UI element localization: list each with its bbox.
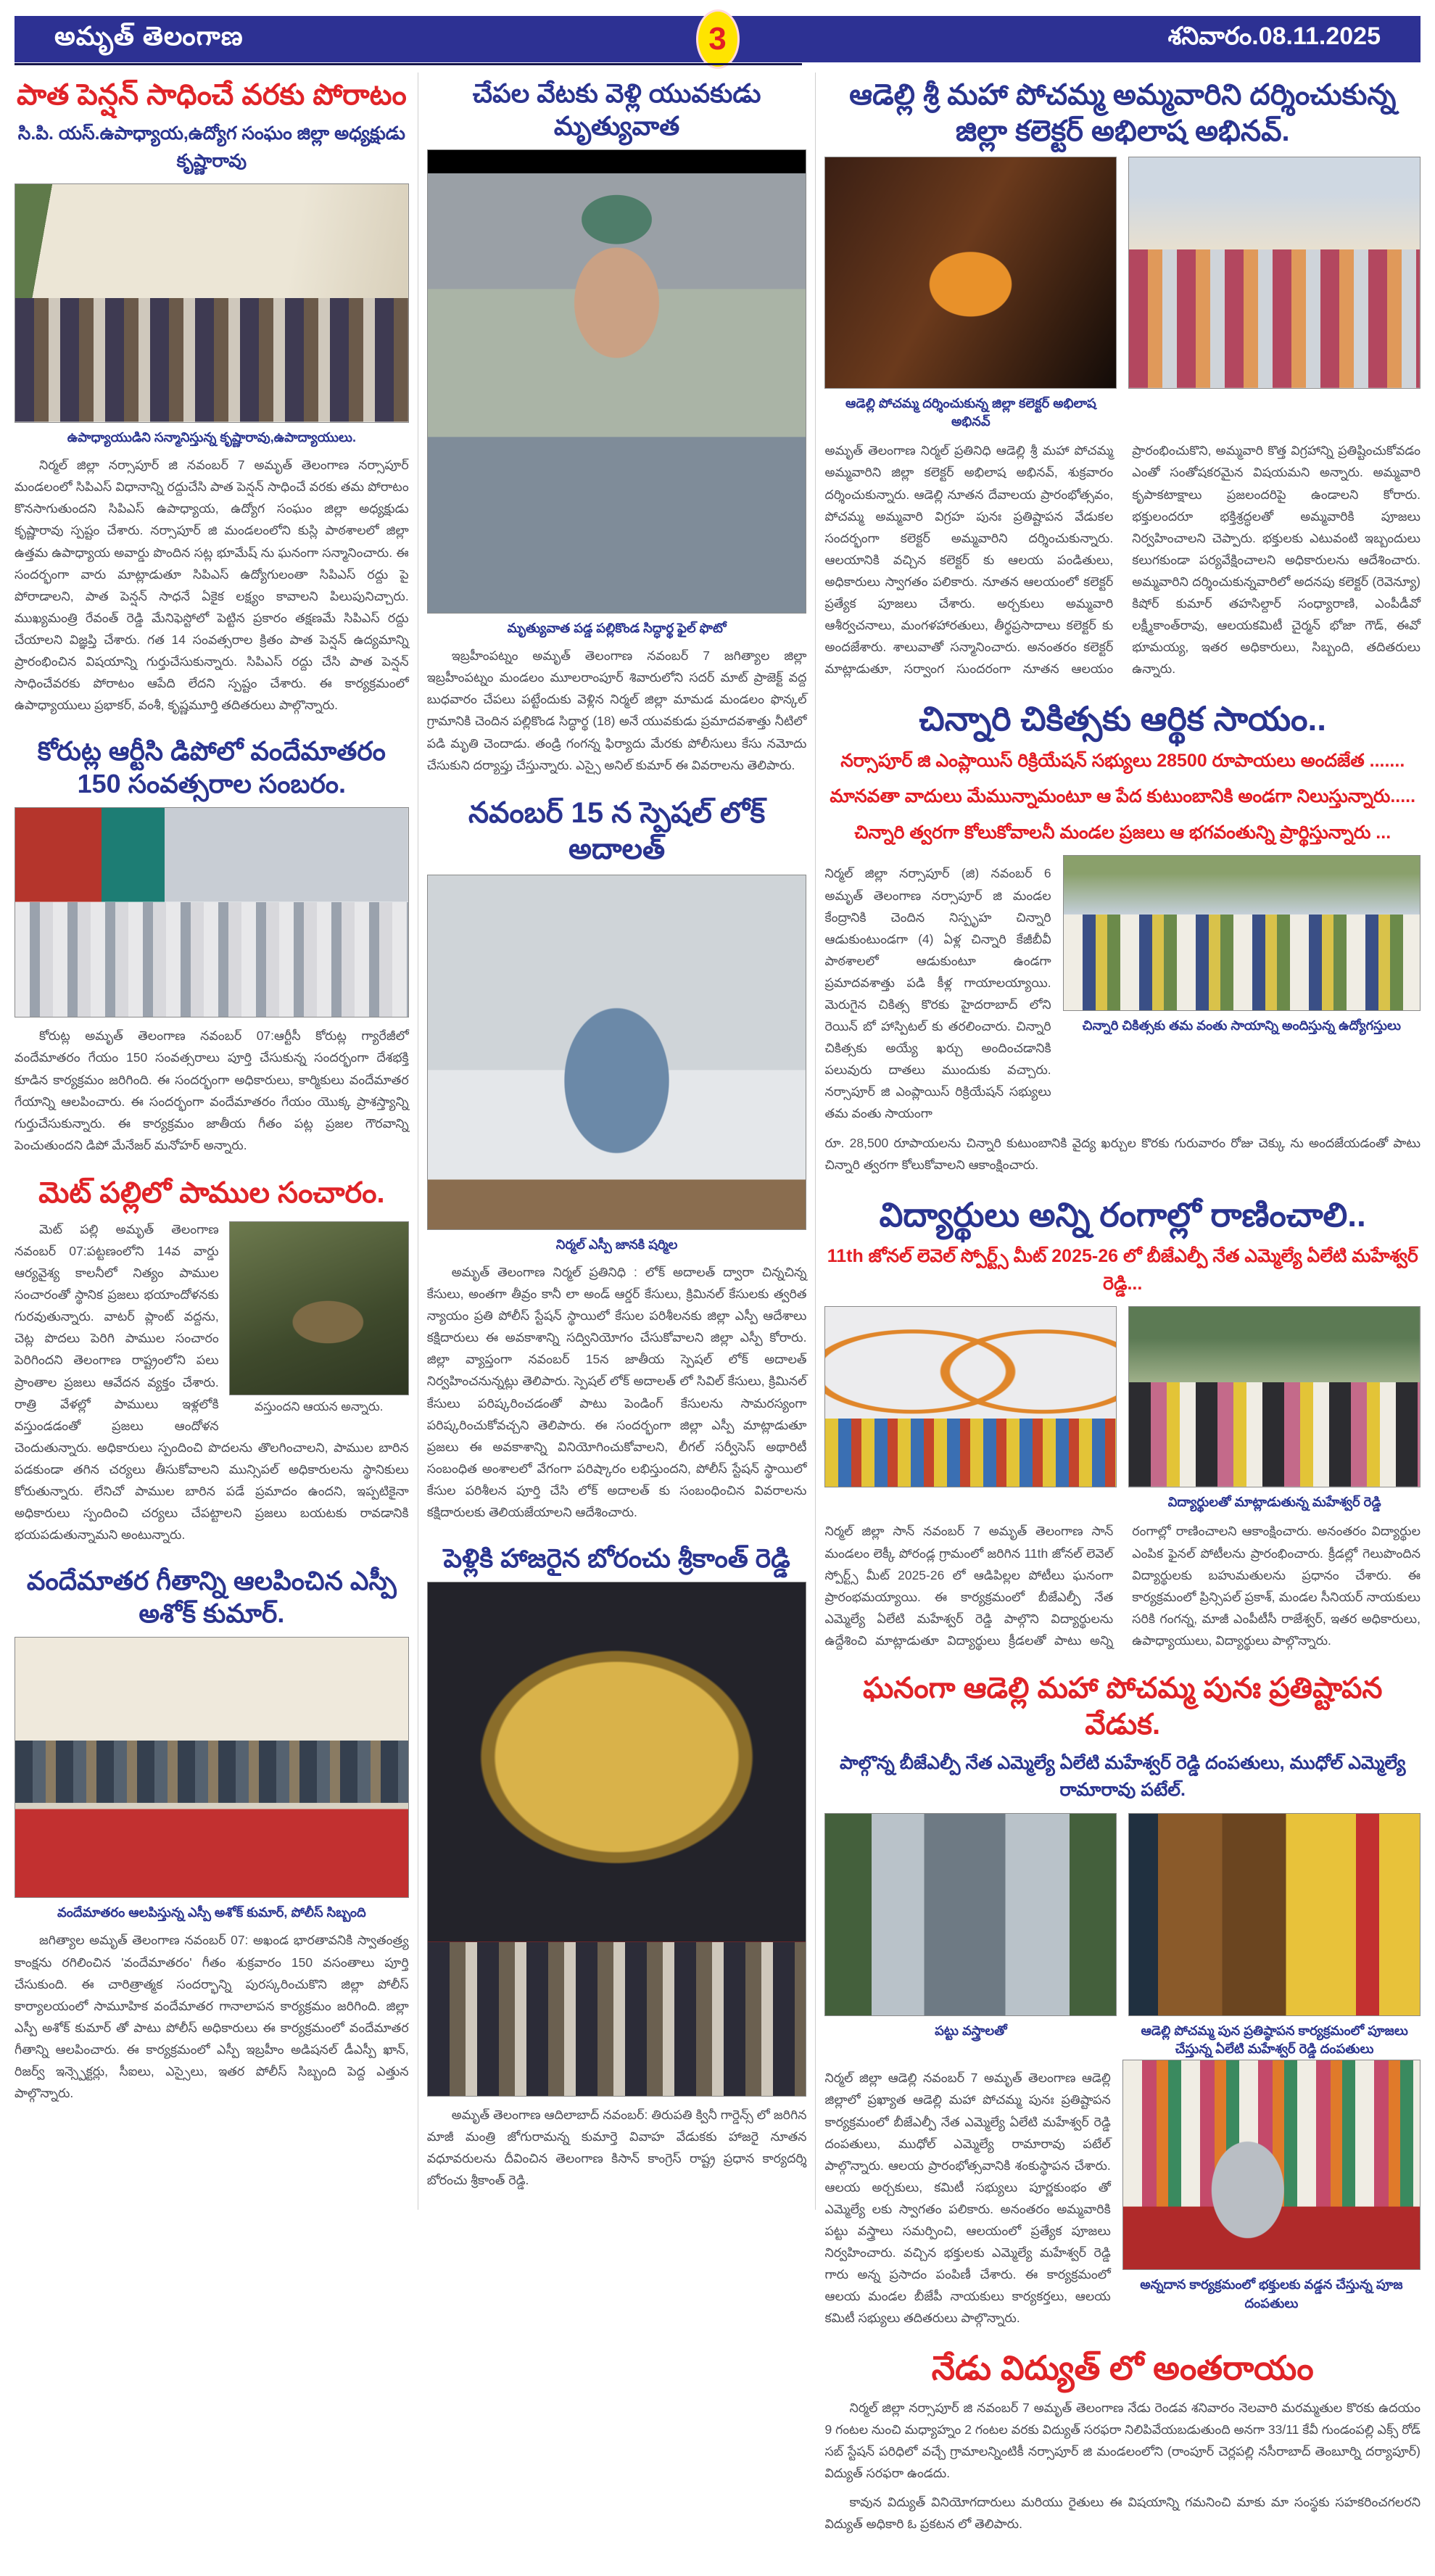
paper-name: అమృత్ తెలంగాణ [54,20,244,51]
article-subhead-3: చిన్నారి త్వరగా కోలుకోవాలనీ మండల ప్రజలు ఆ భగవంతున్ని ప్రార్థిస్తున్నారు ... [854,822,1391,843]
article-subhead: సి.పి. యస్.ఉపాధ్యాయ,ఉద్యోగ సంఘం జిల్లా అధ్యక్షుడు కృష్ణారావు [17,123,405,171]
article-figure [427,875,807,1254]
article-figure [1063,855,1420,1036]
article-body-continued: కావున విద్యుత్ వినియోగదారులు మరియు రైతులు ఈ విషయాన్ని గమనించి మాకు మా సంస్థకు సహకరించగలరని విద్యుత్ అధికారి ఓ ప్రకటన లో తెలిపారు. [824,2495,1420,2532]
article-figure [824,157,1117,432]
article-wedding [427,1542,807,2191]
page-columns [0,62,1435,2576]
article-figure [427,1582,807,2097]
photo-collector-felicitation [1128,157,1420,389]
article-figure [824,1813,1117,2042]
article-body: అమృత్ తెలంగాణ నిర్మల్ ప్రతినిధి : లోక్ అదాలత్ ద్వారా చిన్నచిన్న కేసులు, అంతగా తీవ్రం కానీ లా అండ్ ఆర్డర్ కేసులు, క్రిమినల్ కేసులకు త్వరిత న్యాయం ప్రతి పోలీస్ స్టేషన్ స్థాయిలో కేసుల పరిశీలనకు జిల్లా ఎస్పీ ఆదేశాలు కక్షిదారులు ఈ అవకాశాన్ని సద్వినియోగం చేసుకోవాలని జిల్లా ఎస్పీ కోరారు. జిల్లా వ్యాప్తంగా నవంబర్ 15న జాతీయ స్పెషల్ లోక్ అదాలత్ నిర్వహించనున్నట్లు తెలిపారు. స్పెషల్ లోక్ అదాలత్ లో సివిల్ కేసులు, క్రిమినల్ కేసులు పరిష్కరించడంతో పాటు పెండింగ్ కేసులను సామరస్యంగా పరిష్కరించుకోవచ్చని తెలిపారు. ఈ సందర్భంగా జిల్లా ఎస్పీ మాట్లాడుతూ ప్రజలు ఈ అవకాశాన్ని వినియోగించుకోవాలని, లీగల్ సర్వీసెస్ అథారిటీ సంబంధిత అంశాలలో వేగంగా పరిష్కారం లభిస్తుందని, పోలీస్ స్టేషన్ స్థాయిలో కేసుల పరిశీలన పూర్తి చేసి లోక్ అదాలత్ కు సంబంధించిన వివరాలను కక్షిదారులకు తెలియజేయాలని ఆదేశించారు. [426,1264,807,1519]
photo-temple-doors [1128,1813,1420,2016]
article-body: కోరుట్ల అమృత్ తెలంగాణ నవంబర్ 07:ఆర్టీసీ కోరుట్ల గ్యారేజీలో వందేమాతరం గేయం 150 సంవత్సరాలు పూర్తి చేసుకున్న సందర్భంగా దేశభక్తి కూడిన కార్యక్రమం జరిగింది. ఈ సందర్భంగా అధికారులు, కార్మికులు వందేమాతర గేయాన్ని ఆలపించారు. ఈ సందర్భంగా వందేమాతరం గేయం యొక్క ప్రాశస్త్యాన్ని గుర్తుచేసుకున్నారు. ఈ కార్యక్రమం జాతీయ గీతం పట్ల ప్రజల గౌరవాన్ని పెంచుతుందని డిపో మేనేజర్ మనోహర్ అన్నారు. [15,1028,409,1152]
photo-caption: చిన్నారి చికిత్సకు తమ వంతు సాయాన్ని అందిస్తున్న ఉద్యోగస్తులు [1082,1018,1401,1033]
article-subhead-1: నర్సాపూర్ జి ఎంప్లాయిస్ రిక్రియేషన్ సభ్యులు 28500 రూపాయలు అందజేత ....... [840,750,1405,771]
column-left [15,73,418,2123]
article-headline: చేపల వేటకు వెళ్లి యువకుడు మృత్యువాత [472,78,761,141]
column-right [816,73,1420,2554]
column-middle [418,73,816,2210]
article-fishing-death [427,77,807,776]
article-body-wrap [15,1218,409,1545]
photo-caption: మృత్యువాత పడ్డ పల్లికొండ సిద్ధార్థ ఫైల్ ఫొటో [507,621,727,635]
photo-caption: విద్యార్థులతో మాట్లాడుతున్న మహేశ్వర్ రెడ్డి [1167,1495,1381,1510]
photo-annadanam [1122,2060,1420,2270]
body-photo-row [824,2060,1420,2329]
photo-snake [229,1221,409,1395]
photo-teachers-felicitation [15,183,409,423]
photo-rtc-depot [15,807,409,1017]
photo-sp-janaki-sharmila [427,875,807,1230]
article-subhead: 11th జోనల్ లెవెల్ స్పోర్ట్స్ మీట్ 2025-26 లో బీజేఎల్పీ నేత ఎమ్మెల్యే ఏలేటి మహేశ్వర్ రెడ్డి... [827,1246,1418,1294]
photo-caption: ఆడెల్లి పోచమ్మ పున ప్రతిష్ఠాపన కార్యక్రమంలో పూజలు చేస్తున్న ఏలేటి మహేశ్వర్ రెడ్డి దంపతులు [1141,2023,1408,2057]
photo-temple-gopuram [824,1813,1117,2016]
article-headline: నేడు విద్యుత్ లో అంతరాయం [931,2349,1314,2387]
article-figure [1128,1306,1420,1513]
inset-figure [229,1221,409,1417]
photo-employees-cheque [1063,855,1420,1011]
article-body: అమృత్ తెలంగాణ నిర్మల్ ప్రతినిధి ఆడెల్లి శ్రీ మహా పోచమ్మ అమ్మవారిని జిల్లా కలెక్టర్ అభిలాష అభినవ్, శుక్రవారం దర్శించుకున్నారు. ఆడెల్లి నూతన దేవాలయ ప్రారంభోత్సవం, పోచమ్మ అమ్మవారి విగ్రహ పునః ప్రతిష్టాపన వేడుకల సందర్భంగా కలెక్టర్ అమ్మవారిని దర్శించుకున్నారు. ఆలయానికి వచ్చిన కలెక్టర్ కు ఆలయ పండితులు, అధికారులు స్వాగతం పలికారు. నూతన ఆలయంలో కలెక్టర్ ప్రత్యేక పూజలు చేశారు. అర్చకులు అమ్మవారి ఆశీర్వచనాలు, మంగళహారతులు, తీర్థప్రసాదాలు కలెక్టర్ కు అందజేశారు. శాలువాతో సన్మానించారు. అనంతరం కలెక్టర్ మాట్లాడుతూ, సర్వాంగ సుందరంగా నూతన ఆలయం ప్రారంభించుకొని, అమ్మవారి కొత్త విగ్రహాన్ని ప్రతిష్టించుకోవడం ఎంతో సంతోషకరమైన విషయమని అన్నారు. అమ్మవారి కృపాకటాక్షాలు ప్రజలందరిపై ఉండాలని కోరారు. భక్తులందరూ భక్తిశ్రద్ధలతో అమ్మవారికి పూజలు నిర్వహించాలని చెప్పారు. భక్తులకు ఎటువంటి ఇబ్బందులు కలుగకుండా పర్యవేక్షించాలని అధికారులను ఆదేశించారు. అమ్మవారిని దర్శించుకున్నవారిలో అదనపు కలెక్టర్ (రెవెన్యూ) కిషోర్ కుమార్ తహసిల్దార్ సంధ్యారాణి, ఎంపీడీవో లక్ష్మీకాంత్‌రావు, ఆలయకమిటీ చైర్మన్ భోజా గౌడ్, ఈవో భూమయ్య, ఇతర అధికారులు, సిబ్బంది, తదితరులు ఉన్నారు. [824,443,1420,677]
newspaper-page [0,16,1435,2576]
photo-row [824,1813,1420,2060]
masthead [15,16,1420,62]
photo-row [824,157,1420,432]
article-lok-adalat [427,795,807,1523]
article-sports-meet [824,1194,1420,1651]
article-figure [15,183,409,447]
photo-caption: ఆడెల్లి పోచమ్మ దర్శించుకున్న జిల్లా కలెక్టర్ అభిలాష అభినవ్ [845,396,1096,429]
article-power-outage [824,2348,1420,2535]
article-headline: వందేమాతర గీతాన్ని ఆలపించిన ఎస్పీ అశోక్ కుమార్. [26,1566,397,1629]
article-collector-darshan [824,77,1420,680]
article-pochamma-reinstallation [824,1670,1420,2329]
article-body: జగిత్యాల అమృత్ తెలంగాణ నవంబర్ 07: అఖండ భారతావనికి స్వాతంత్ర్య కాంక్షను రగిలించిన 'వందేమాతరం' గీతం శుక్రవారం 150 వసంతాలు పూర్తి చేసుకుంది. ఈ చారిత్రాత్మక సందర్భాన్ని పురస్కరించుకొని జిల్లా పోలీస్ కార్యాలయంలో సామూహిక వందేమాతర గానాలాపన కార్యక్రమం జరిగింది. జిల్లా ఎస్పీ అశోక్ కుమార్ తో పాటు పోలీస్ అధికారులు ఈ కార్యక్రమంలో వందేమాతర గీతాన్ని ఆలపించారు. ఈ కార్యక్రమంలో ఎస్పీ ఇబ్రహీం అడిషనల్ డీఎస్పీ ఖాన్, రిజర్వ్ ఇన్స్పెక్టర్లు, సీఐలు, ఎస్సైలు, ఇతర పోలీస్ సిబ్బంది పెద్ద ఎత్తున పాల్గొన్నారు. [15,1933,409,2101]
article-figure [1128,1813,1420,2060]
photo-mla-greeting [1128,1306,1420,1487]
article-rtc-vandemataram [15,735,409,1156]
article-subhead-2: మానవతా వాదులు మేమున్నామంటూ ఆ పేద కుటుంబానికి అండగా నిలుస్తున్నారు..... [830,786,1416,807]
photo-caption: ఉపాధ్యాయుడిని సన్మానిస్తున్న కృష్ణారావు,ఉపాద్యాయులు. [67,430,356,445]
article-body: ఇబ్రహీంపట్నం అమృత్ తెలంగాణ నవంబర్ 7 జగిత్యాల జిల్లా ఇబ్రహీంపట్నం మండలం మూలరాంపూర్ శివారులోని సదర్ మాట్ ప్రాజెక్ట్ వద్ద బుధవారం చేపలు పట్టేందుకు వెళ్లిన నిర్మల్ జిల్లా మామడ మండలం ఫొన్కల్ గ్రామానికి చెందిన పల్లికొండ సిద్ధార్థ (18) అనే యువకుడు ప్రమాదవశాత్తు నీటిలో పడి మృతి చెందాడు. తండ్రి గంగన్న ఫిర్యాదు మేరకు పోలీసులు కేసు నమోదు చేసుకుని దర్యాప్తు చేస్తున్నారు. ఎస్సై అనిల్ కుమార్ ఈ వివరాలను తెలిపారు. [426,648,807,772]
article-figure [427,149,807,637]
photo-youth-portrait [427,149,807,614]
article-headline: పాత పెన్షన్ సాధించే వరకు పోరాటం [16,79,407,111]
photo-caption: అన్నదాన కార్యక్రమంలో భక్తులకు వడ్డన చేస్తున్న పూజ దంపతులు [1140,2277,1403,2311]
article-body: మెట్ పల్లి అమృత్ తెలంగాణ నవంబర్ 07:పట్టణంలోని 14వ వార్డు ఆర్యవైశ్య కాలనీలో నిత్యం పాముల సంచారంతో స్థానిక ప్రజలు భయాందోళనకు గురవుతున్నారు. వాటర్ ప్లాంట్ వద్దను, చెట్ల పొదలు పెరిగి పాముల సంచారం పెరిగిందని తెలంగాణ రాష్ట్రంలోని పలు ప్రాంతాల ప్రజలు ఆవేదన వ్యక్తం చేశారు. రాత్రి వేళల్లో పాములు ఇళ్లలోకి వస్తుండడంతో ప్రజలు ఆందోళన చెందుతున్నారు. అధికారులు స్పందించి పొదలను తొలగించాలని, పాముల బారిన పడకుండా తగిన చర్యలు తీసుకోవాలని మున్సిపల్ అధికారులను స్థానికులు కోరుతున్నారు. లేనిచో పాముల బారిన పడే ప్రమాదం ఉందని, ఇప్పటికైనా అధికారులు స్పందించి చర్యలు చేపట్టాలని ప్రజలు బయటకు రావడానికి భయపడుతున్నామని అంటున్నారు. [15,1221,409,1543]
photo-caption: వందేమాతరం ఆలపిస్తున్న ఎస్పీ అశోక్ కుమార్, పోలీస్ సిబ్బంది [57,1905,366,1920]
article-headline: మెట్ పల్లిలో పాముల సంచారం. [38,1176,385,1209]
photo-students-trophies [824,1306,1117,1487]
photo-row [824,1306,1420,1513]
article-body: నిర్మల్ జిల్లా ఆడెల్లి నవంబర్ 7 అమృత్ తెలంగాణ ఆడెల్లి జిల్లాలో ప్రఖ్యాత ఆడెల్లి మహా పోచమ్మ పునః ప్రతిష్టాపన కార్యక్రమంలో బీజేఎల్పీ నేత ఎమ్మెల్యే ఏలేటి మహేశ్వర్ రెడ్డి దంపతులు, ముధోల్ ఎమ్మెల్యే రామారావు పటేల్ పాల్గొన్నారు. ఆలయ ప్రారంభోత్సవానికి శంకుస్థాపన చేశారు. ఆలయ అర్చకులు, కమిటీ సభ్యులు పూర్ణకుంభం తో ఎమ్మెల్యే లకు స్వాగతం పలికారు. అనంతరం అమ్మవారికి పట్టు వస్త్రాలు సమర్పించి, ఆలయంలో ప్రత్యేక పూజలు నిర్వహించారు. వచ్చిన భక్తులకు ఎమ్మెల్యే మహేశ్వర్ రెడ్డి గారు అన్న ప్రసాదం పంపిణీ చేశారు. ఈ కార్యక్రమంలో ఆలయ మండల బీజేపీ నాయకులు కార్యకర్తలు, ఆలయ కమిటీ సభ్యులు తదితరులు పాల్గొన్నారు. [824,2071,1111,2326]
body-photo-row [824,855,1420,1124]
article-headline: ఘనంగా ఆడెల్లి మహా పోచమ్మ పునః ప్రతిష్టాపన వేడుక. [862,1672,1383,1741]
article-headline: విద్యార్థులు అన్ని రంగాల్లో రాణించాలి.. [879,1195,1366,1234]
article-subhead: పాల్గొన్న బీజేఎల్పీ నేత ఎమ్మెల్యే ఏలేటి మహేశ్వర్ రెడ్డి దంపతులు, ముధోల్ ఎమ్మెల్యే రామారావు పటేల్. [839,1752,1406,1801]
photo-temple-puja [824,157,1117,389]
article-headline: కోరుట్ల ఆర్టీసి డిపోలో వందేమాతరం 150 సంవత్సరాల సంబరం. [37,736,386,799]
article-figure [15,807,409,1017]
page-number: 3 [708,21,727,57]
article-body: నిర్మల్ జిల్లా నర్సాపూర్ జి నవంబర్ 7 అమృత్ తెలంగాణ నేడు రెండవ శనివారం నెలవారి మరమ్మతుల కొరకు ఉదయం 9 గంటల నుంచి మధ్యాహ్నం 2 గంటల వరకు విద్యుత్ సరఫరా నిలిపివేయబడుతుంది అనగా 33/11 కేవీ గుండంపల్లి ఎక్స్ రోడ్ సబ్ స్టేషన్ పరిధిలో వచ్చే గ్రామాలన్నింటికీ నర్సాపూర్ జి మండలంలోని (రాంపూర్ చెర్లపల్లి నసీరాబాద్ తెంబూర్ని దర్యాపూర్) విద్యుత్ సరఫరా ఉండదు. [824,2400,1420,2481]
article-headline: నవంబర్ 15 న స్పెషల్ లోక్ అదాలత్ [468,796,766,865]
photo-side-note: వస్తుందని ఆయన అన్నారు. [254,1399,384,1413]
article-figure [824,1306,1117,1487]
article-body: నిర్మల్ జిల్లా నర్సాపూర్ (జి) నవంబర్ 6 అమృత్ తెలంగాణ నర్సాపూర్ జి మండల కేంద్రానికి చెందిన నిస్పృహ చిన్నారి ఆడుకుంటుండగా (4) ఏళ్ల చిన్నారి కేజీబీవీ పాఠశాలలో ఆడుకుంటూ ఉండగా ప్రమాదవశాత్తు పడి కీళ్ల గాయాలయ్యాయి. మెరుగైన చికిత్స కొరకు హైదరాబాద్ లోని రెయిన్ బో హాస్పిటల్ కు తరలించారు. చిన్నారి చికిత్సకు అయ్యే ఖర్చు అందించడానికి పలువురు దాతలు ముందుకు వచ్చారు. నర్సాపూర్ జి ఎంప్లాయిస్ రిక్రియేషన్ సభ్యులు తమ వంతు సాయంగా [824,866,1051,1121]
article-body: నిర్మల్ జిల్లా సాన్ నవంబర్ 7 అమృత్ తెలంగాణ సాన్ మండలం లెక్కీ పోరండ్ల గ్రామంలో జరిగిన 11th జోనల్ లెవెల్ స్పోర్ట్స్ మీట్ 2025-26 లో ఆడిపిల్లల పోటీలు ఘనంగా ప్రారంభమయ్యాయి. ఈ కార్యక్రమంలో బీజేఎల్పీ నేత ఎమ్మెల్యే ఏలేటి మహేశ్వర్ రెడ్డి పాల్గొని విద్యార్థులను ఉద్దేశించి మాట్లాడుతూ విద్యార్థులు క్రీడలతో పాటు అన్ని రంగాల్లో రాణించాలని ఆకాంక్షించారు. అనంతరం విద్యార్థుల ఎంపిక ఫైనల్ పోటీలను ప్రారంభించారు. క్రీడల్లో గెలుపొందిన విద్యార్థులకు బహుమతులను ప్రధానం చేశారు. ఈ కార్యక్రమంలో ప్రిన్సిపల్ ప్రకాశ్, మండల సీనియర్ నాయకులు సరికి గంగన్న, మాజీ ఎంపీటీసీ రాజేశ్వర్, ఇతర అధికారులు, ఉపాధ్యాయులు, విద్యార్థులు పాల్గొన్నారు. [824,1524,1420,1648]
article-child-aid [824,698,1420,1175]
photo-caption: పట్టు వస్త్రాలతో [935,2023,1007,2038]
article-snakes [15,1175,409,1545]
photo-caption: నిర్మల్ ఎస్పీ జానకి షర్మిల [555,1237,678,1252]
article-figure [1128,157,1420,389]
photo-police-red-carpet [15,1637,409,1898]
photo-wedding-mandapam [427,1582,807,2097]
article-headline: ఆడెల్లి శ్రీ మహా పోచమ్మ అమ్మవారిని దర్శించుకున్న జిల్లా కలెక్టర్ అభిలాష అభినవ్. [849,79,1397,147]
article-body: నిర్మల్ జిల్లా నర్సాపూర్ జి నవంబర్ 7 అమృత్ తెలంగాణ నర్సాపూర్ మండలంలో సిపిఎస్ విధానాన్ని రద్దుచేసి పాత పెన్షన్ సాధించే వరకు తమ పోరాటం కొనసాగుతుందని సిపిఎస్ ఉపాధ్యాయ, ఉద్యోగ సంఘం జిల్లా అధ్యక్షుడు కృష్ణారావు స్పష్టం చేశారు. నర్సాపూర్ జి మండలంలోని కుస్లి పాఠశాలలో జిల్లా ఉత్తమ ఉపాధ్యాయ అవార్డు పొందిన సట్ల భూమేష్ ను ఘనంగా సన్మానించారు. ఈ సందర్భంగా వారు మాట్లాడుతూ సిపిఎస్ ఉద్యోగులంతా సిపిఎస్ రద్దు పై పోరాడాలని, పాత పెన్షన్ సాధనే ఏకైక లక్ష్యం కావాలని పిలుపునిచ్చారు. ముఖ్యమంత్రి రేవంత్ రెడ్డి మేనిఫెస్టోలో పెట్టిన ప్రకారం తక్షణమే సిపిఎస్ రద్దు చేయాలని విజ్ఞప్తి చేశారు. గత 14 సంవత్సరాల క్రితం పాత పెన్షన్ ఉద్యమాన్ని ప్రారంభించిన విషయాన్ని గుర్తుచేసుకున్నారు. సిపిఎస్ రద్దు చేసి పాత పెన్షన్ సాధించేవరకు పోరాటం ఆపేది లేదని స్పష్టం చేశారు. ఈ కార్యక్రమంలో ఉపాధ్యాయులు ప్రభాకర్, వంశీ, కృష్ణమూర్తి తదితరులు పాల్గొన్నారు. [15,458,409,713]
article-figure [15,1637,409,1922]
article-figure [1122,2060,1420,2313]
article-body-continued: రూ. 28,500 రూపాయలను చిన్నారి కుటుంబానికి వైద్య ఖర్చుల కొరకు గురువారం రోజు చెక్కు ను అందజేయడంతో పాటు చిన్నారి త్వరగా కోలుకోవాలని ఆకాంక్షించారు. [824,1135,1420,1172]
article-headline: చిన్నారి చికిత్సకు ఆర్థిక సాయం.. [919,700,1327,738]
article-headline: పెళ్లికి హాజరైన బోరంచు శ్రీకాంత్ రెడ్డి [443,1543,790,1574]
page-number-badge [696,9,740,69]
article-sp-vandemataram [15,1564,409,2104]
article-body: అమృత్ తెలంగాణ ఆదిలాబాద్ నవంబర్: తిరుపతి క్వినీ గార్డెన్స్ లో జరిగిన మాజీ మంత్రి జోగురామన్న కుమార్తె వివాహ వేడుకకు హాజరై నూతన వధూవరులను దీవించిన తెలంగాణ కిసాన్ కాంగ్రెస్ రాష్ట్ర ప్రధాన కార్యదర్శి బోరంచు శ్రీకాంత్ రెడ్డి. [426,2108,807,2188]
edition-date: శనివారం.08.11.2025 [1167,22,1381,50]
article-old-pension [15,77,409,716]
